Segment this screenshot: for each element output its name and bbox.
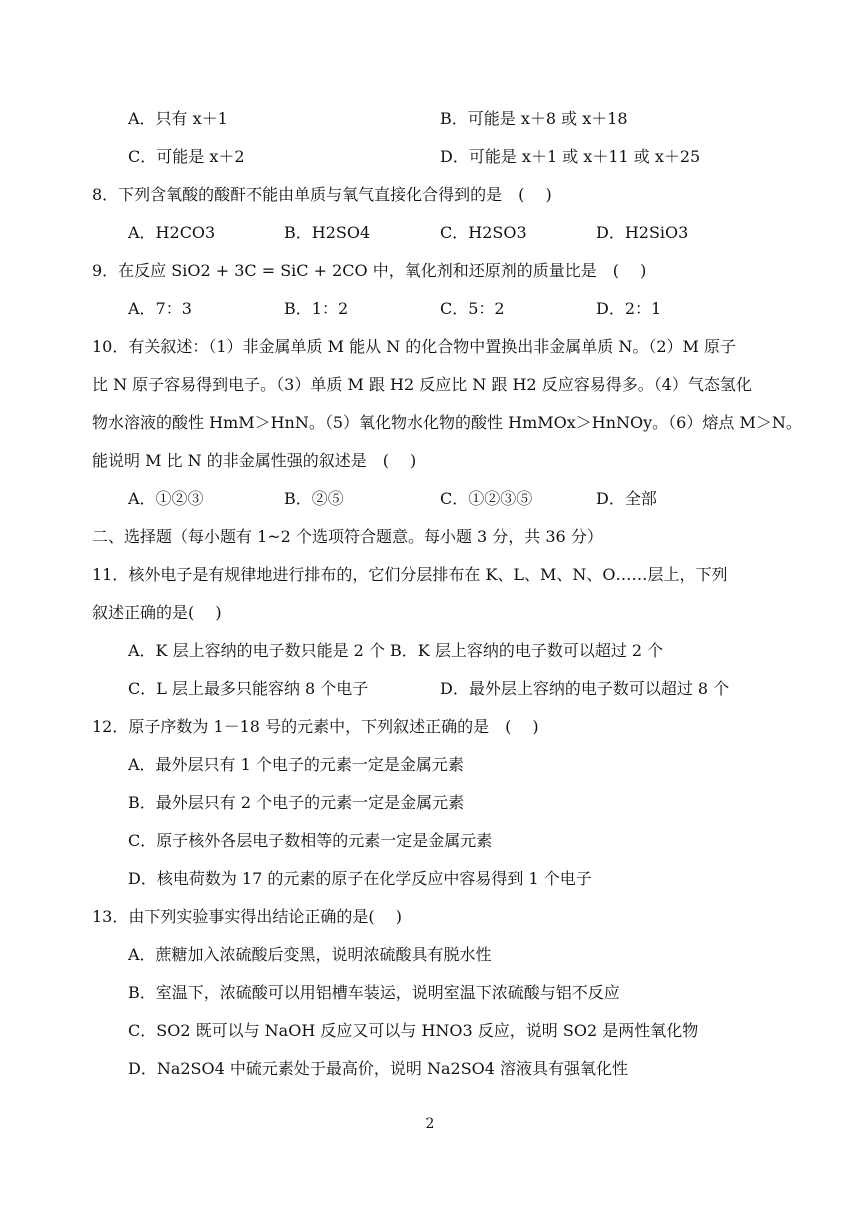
q8-option-d: D．H2SiO3 [596,223,689,242]
q10-line-1: 10．有关叙述：（1）非金属单质 M 能从 N 的化合物中置换出非金属单质 N。（2）M 原子 [92,337,737,356]
q11-line-2: 叙述正确的是( ) [92,603,222,622]
q9-option-d: D．2：1 [596,299,662,318]
q7-option-a: A．只有 x＋1 [128,109,228,128]
q13-option-a: A．蔗糖加入浓硫酸后变黑，说明浓硫酸具有脱水性 [128,945,492,964]
q10-option-b: B．②⑤ [284,489,344,508]
q11-options-ab: A．K 层上容纳的电子数只能是 2 个 B．K 层上容纳的电子数可以超过 2 个 [128,641,664,660]
q7-option-c: C．可能是 x＋2 [128,147,245,166]
q10-option-a: A．①②③ [128,489,204,508]
q12-option-d: D．核电荷数为 17 的元素的原子在化学反应中容易得到 1 个电子 [128,869,592,888]
q11-option-d: D．最外层上容纳的电子数可以超过 8 个 [440,679,730,698]
q11-option-c: C．L 层上最多只能容纳 8 个电子 [128,679,369,698]
q13-option-d: D．Na2SO4 中硫元素处于最高价，说明 Na2SO4 溶液具有强氧化性 [128,1059,629,1078]
q12-option-c: C．原子核外各层电子数相等的元素一定是金属元素 [128,831,493,850]
q10-line-2: 比 N 原子容易得到电子。（3）单质 M 跟 H2 反应比 N 跟 H2 反应容易得多。（4）气态氢化 [92,375,752,394]
q8-stem: 8．下列含氧酸的酸酐不能由单质与氧气直接化合得到的是 ( ) [92,185,552,204]
q8-option-a: A．H2CO3 [128,223,216,242]
q8-option-c: C．H2SO3 [440,223,527,242]
q9-stem: 9．在反应 SiO2 + 3C = SiC + 2CO 中，氧化剂和还原剂的质量比是 ( ) [92,261,647,280]
q13-stem: 13．由下列实验事实得出结论正确的是( ) [92,907,402,926]
q9-option-a: A．7：3 [128,299,192,318]
q13-option-b: B．室温下，浓硫酸可以用铝槽车装运，说明室温下浓硫酸与铝不反应 [128,983,620,1002]
q10-line-4: 能说明 M 比 N 的非金属性强的叙述是 ( ) [92,451,417,470]
q9-option-b: B．1：2 [284,299,349,318]
q10-line-3: 物水溶液的酸性 HmM＞HnN。（5）氧化物水化物的酸性 HmMOx＞HnNOy。（6）熔点 M＞N。 [92,413,802,432]
q10-option-c: C．①②③⑤ [440,489,533,508]
q12-stem: 12．原子序数为 1－18 号的元素中，下列叙述正确的是 ( ) [92,717,539,736]
q12-option-b: B．最外层只有 2 个电子的元素一定是金属元素 [128,793,465,812]
page-number: 2 [425,1116,435,1132]
q7-option-b: B．可能是 x＋8 或 x＋18 [440,109,628,128]
q7-option-d: D．可能是 x＋1 或 x＋11 或 x＋25 [440,147,701,166]
q8-option-b: B．H2SO4 [284,223,371,242]
q12-option-a: A．最外层只有 1 个电子的元素一定是金属元素 [128,755,464,774]
q11-line-1: 11．核外电子是有规律地进行排布的，它们分层排布在 K、L、M、N、O……层上，下列 [92,565,728,584]
section-heading: 二、选择题（每小题有 1~2 个选项符合题意。每小题 3 分，共 36 分） [92,527,603,546]
q13-option-c: C．SO2 既可以与 NaOH 反应又可以与 HNO3 反应，说明 SO2 是两性氧化物 [128,1021,699,1040]
q9-option-c: C．5：2 [440,299,505,318]
q10-option-d: D．全部 [596,489,657,508]
